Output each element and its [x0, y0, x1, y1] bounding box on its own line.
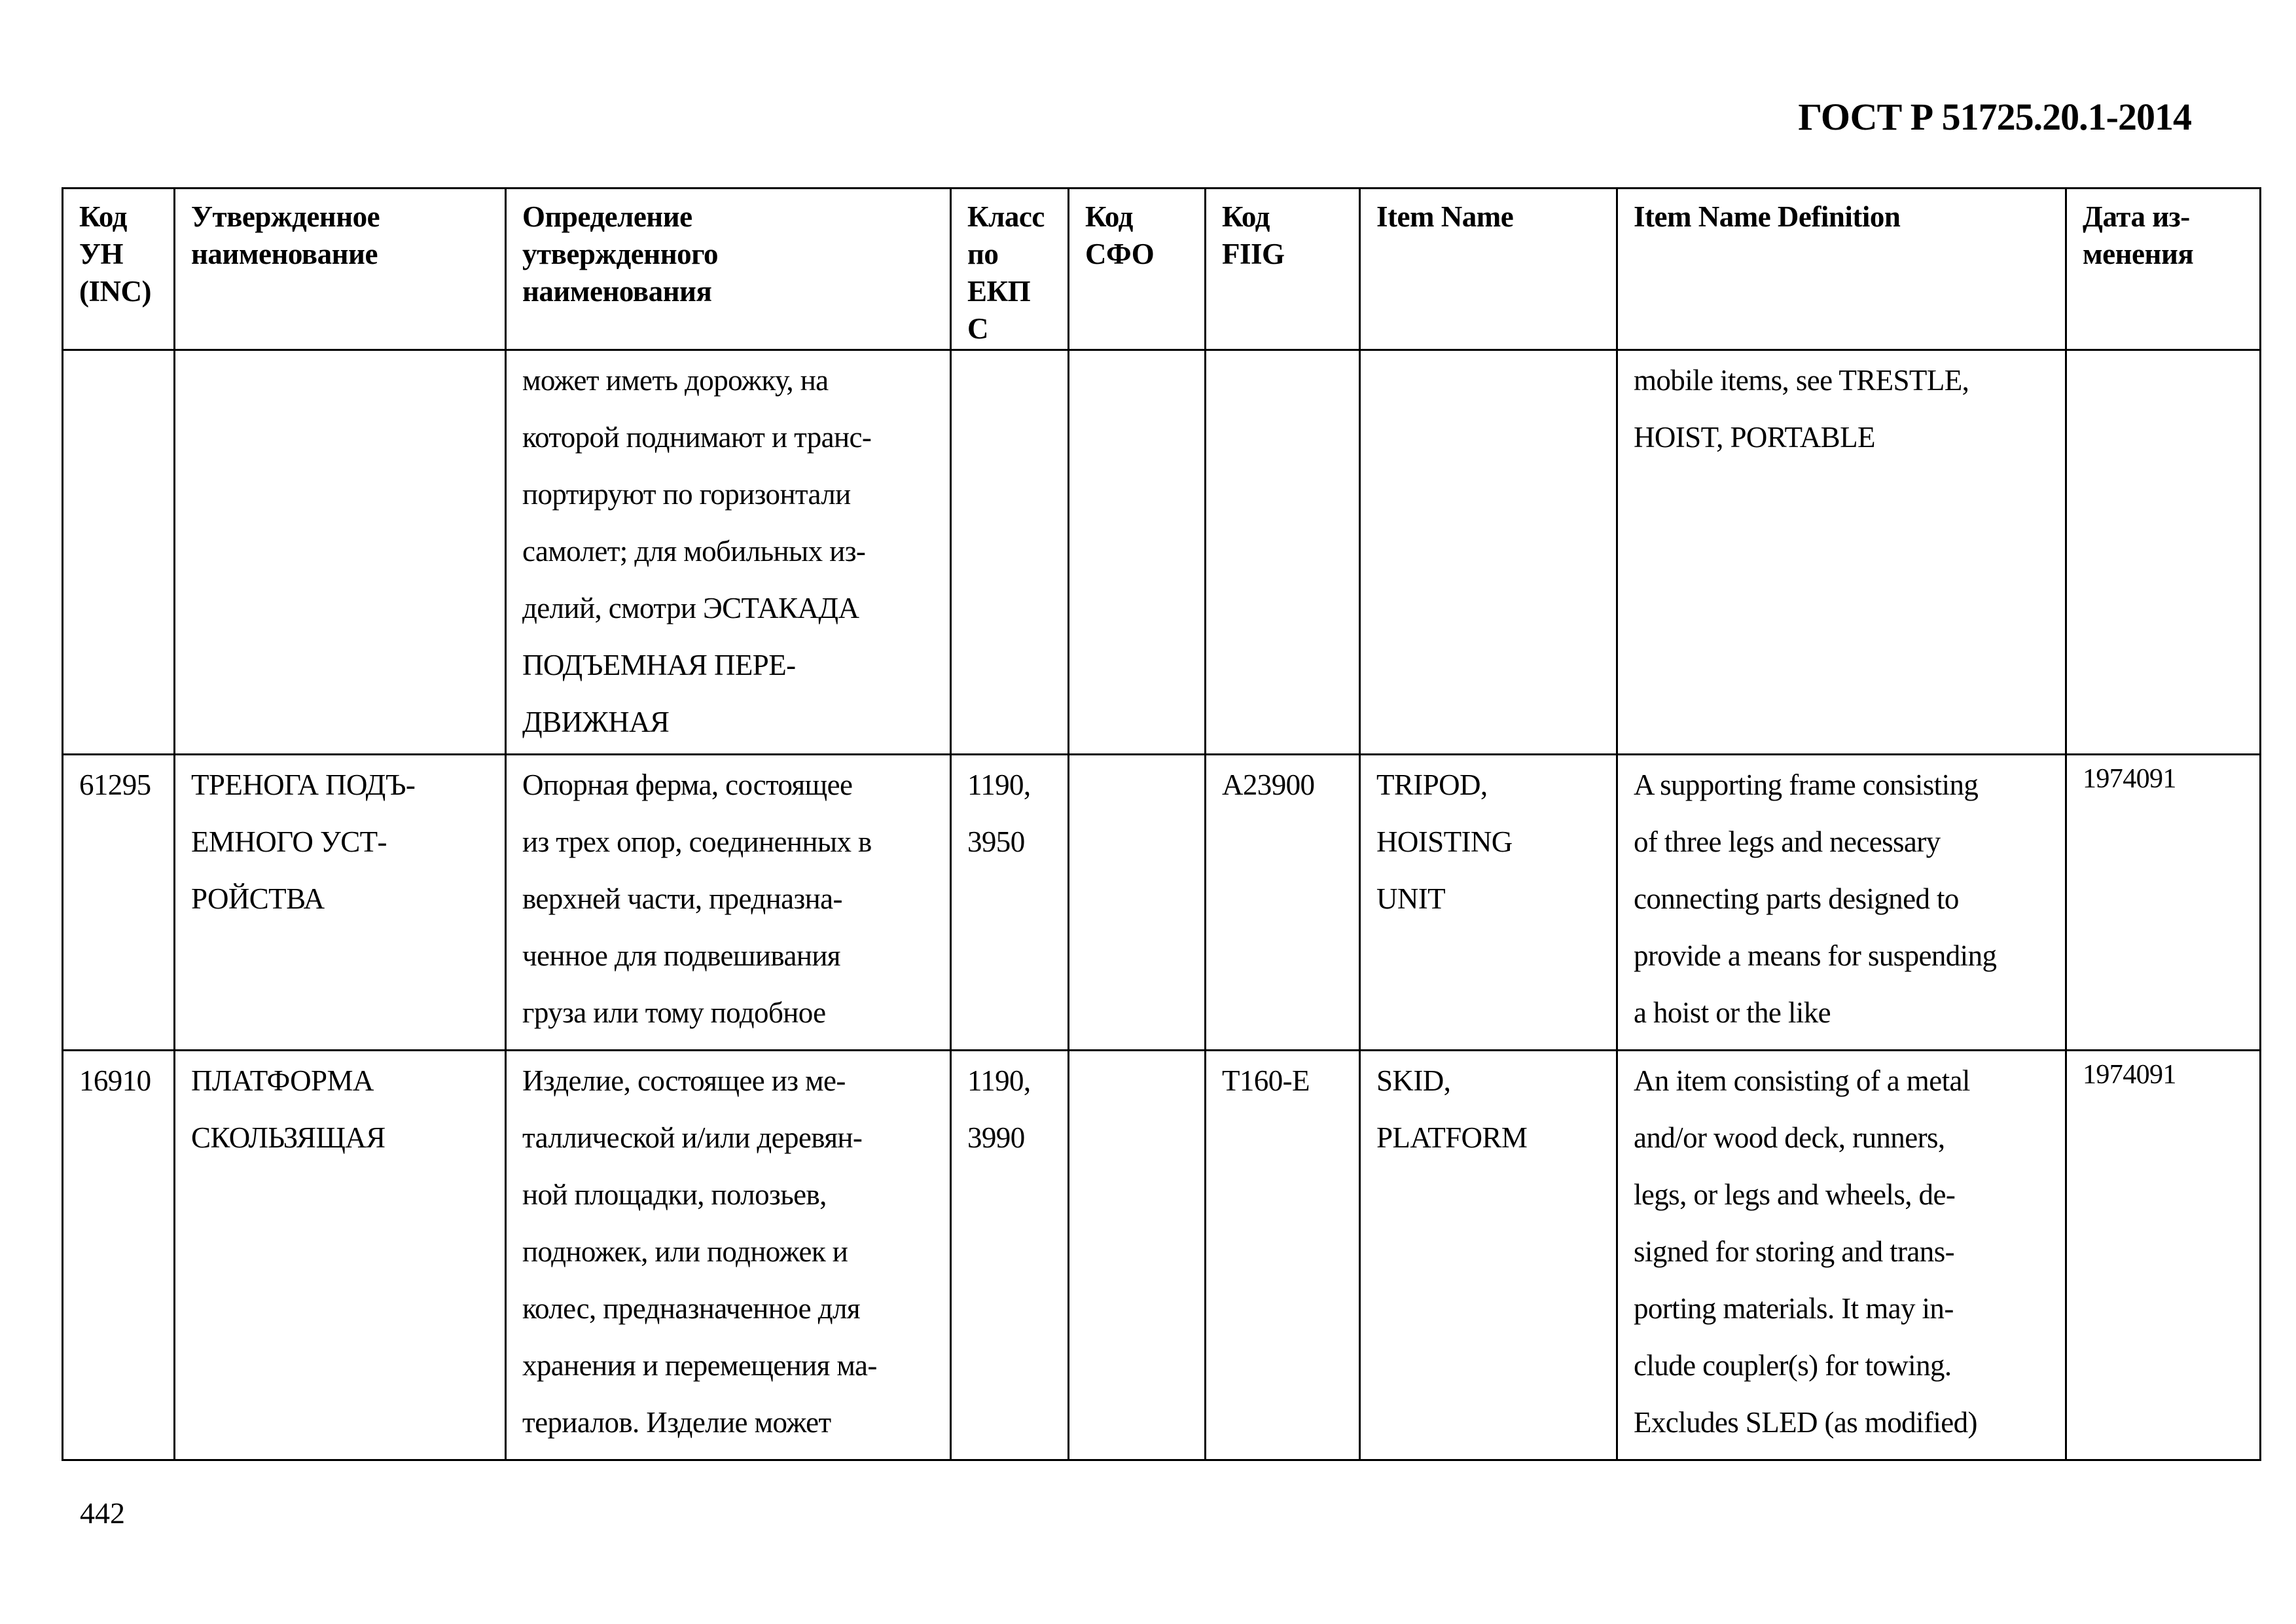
- col-header-sfo: Код СФО: [1069, 189, 1206, 350]
- table-row: [63, 350, 2261, 755]
- cell-item-definition: A supporting frame consisting of three legs and necessary connecting parts designed to provide a means for suspending a hoist or the like: [1617, 755, 2066, 1051]
- col-header-item-definition: Item Name Definition: [1617, 189, 2066, 350]
- table-row: [63, 755, 2261, 1051]
- table-header-row: [63, 189, 2261, 350]
- cell-class: 1190, 3950: [951, 755, 1069, 1051]
- cell-inc: 61295: [63, 755, 175, 1051]
- cell-fiig: T160-E: [1206, 1051, 1360, 1460]
- col-header-definition: Определение утвержденного наименования: [506, 189, 951, 350]
- cell-class: 1190, 3990: [951, 1051, 1069, 1460]
- cell-sfo: [1069, 755, 1206, 1051]
- cell-fiig: [1206, 350, 1360, 755]
- cell-item-name: TRIPOD, HOISTING UNIT: [1360, 755, 1617, 1051]
- cell-definition: Опорная ферма, состоящее из трех опор, соединенных в верхней части, предназна- ченное для подвешивания груза или тому подобное: [506, 755, 951, 1051]
- cell-item-name: [1360, 350, 1617, 755]
- page-number: 442: [80, 1496, 125, 1530]
- cell-inc: [63, 350, 175, 755]
- cell-item-name: SKID, PLATFORM: [1360, 1051, 1617, 1460]
- col-header-fiig: Код FIIG: [1206, 189, 1360, 350]
- cell-name: [175, 350, 506, 755]
- cell-class: [951, 350, 1069, 755]
- cell-inc: 16910: [63, 1051, 175, 1460]
- items-table: [62, 187, 2261, 1461]
- cell-fiig: A23900: [1206, 755, 1360, 1051]
- cell-definition: Изделие, состоящее из ме- таллической и/или деревян- ной площадки, полозьев, подножек, или подножек и колес, предназначенное для хранения и перемещения ма- териалов. Изделие может: [506, 1051, 951, 1460]
- col-header-class: Класс по ЕКП С: [951, 189, 1069, 350]
- col-header-date: Дата из- менения: [2066, 189, 2261, 350]
- cell-item-definition: mobile items, see TRESTLE, HOIST, PORTABLE: [1617, 350, 2066, 755]
- cell-sfo: [1069, 350, 1206, 755]
- cell-item-definition: An item consisting of a metal and/or wood deck, runners, legs, or legs and wheels, de- signed for storing and trans- porting materials. It may in- clude coupler(s) for towing. Excludes SLED (as modified): [1617, 1051, 2066, 1460]
- cell-name: ПЛАТФОРМА СКОЛЬЗЯЩАЯ: [175, 1051, 506, 1460]
- cell-definition: может иметь дорожку, на которой поднимают и транс- портируют по горизонтали самолет; для мобильных из- делий, смотри ЭСТАКАДА ПОДЪЕМНАЯ ПЕРЕ- ДВИЖНАЯ: [506, 350, 951, 755]
- table-row: [63, 1051, 2261, 1460]
- col-header-inc: Код УН (INC): [63, 189, 175, 350]
- col-header-item-name: Item Name: [1360, 189, 1617, 350]
- cell-date: 1974091: [2066, 1051, 2261, 1460]
- document-title: ГОСТ Р 51725.20.1-2014: [1798, 96, 2191, 138]
- cell-date: 1974091: [2066, 755, 2261, 1051]
- cell-sfo: [1069, 1051, 1206, 1460]
- cell-name: ТРЕНОГА ПОДЪ- ЕМНОГО УСТ- РОЙСТВА: [175, 755, 506, 1051]
- cell-date: [2066, 350, 2261, 755]
- col-header-approved-name: Утвержденное наименование: [175, 189, 506, 350]
